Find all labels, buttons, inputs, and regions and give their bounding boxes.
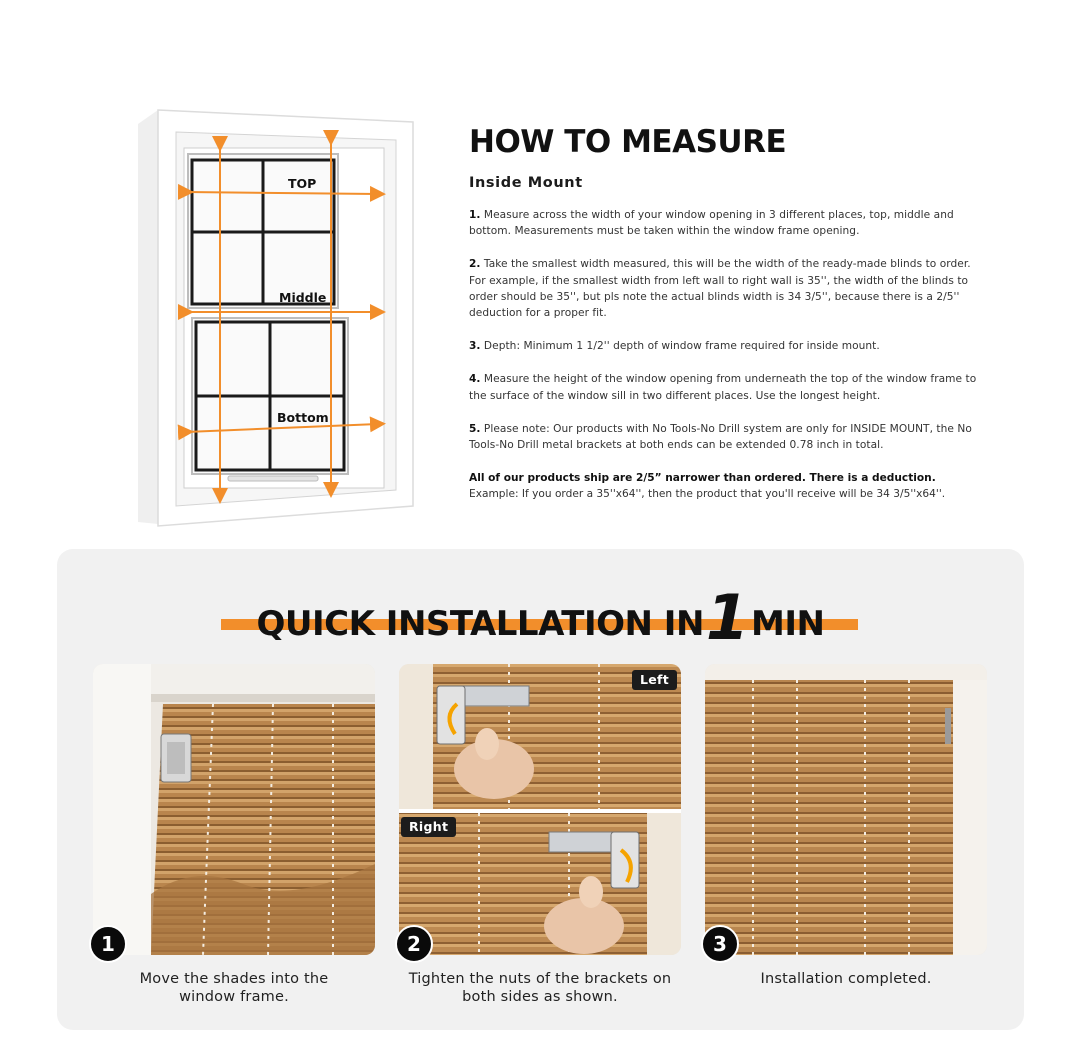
deduction-notice-bold: All of our products ship are 2/5” narrower than ordered. There is a deduction. <box>469 472 936 485</box>
label-middle: Middle <box>279 290 327 305</box>
step-number: 2. <box>469 258 481 271</box>
step-text: Measure across the width of your window opening in 3 different places, top, middle and bottom. Measurements must be taken within the window frame opening. <box>469 209 954 238</box>
measure-steps <box>469 207 989 453</box>
install-step-1-image <box>93 664 375 955</box>
step-2-caption <box>399 970 681 1006</box>
step-text: Take the smallest width measured, this will be the width of the ready-made blinds to order. For example, if the smallest width from left wall to right wall is 35'', the width of the blinds to order should be 35'', but pls note the actual blinds width is 34 3/5'', because there is a 2/5'' deduction for a proper fit. <box>469 258 971 320</box>
deduction-example: Example: If you order a 35''x64'', then the product that you'll receive will be 34 3/5''x64''. <box>469 488 946 501</box>
measure-step <box>469 371 989 403</box>
window-measure-diagram <box>128 104 428 534</box>
caption-line: Tighten the nuts of the brackets on <box>408 971 672 987</box>
caption-line: Installation completed. <box>760 971 932 987</box>
measure-step <box>469 256 989 321</box>
heading-number: 1 <box>705 581 748 654</box>
step-number-badge-2: 2 <box>395 925 433 963</box>
install-step-3-image <box>705 664 987 955</box>
measure-subtitle: Inside Mount <box>469 175 583 191</box>
heading-text <box>57 581 1024 654</box>
step-number-badge-1: 1 <box>89 925 127 963</box>
how-to-measure-section <box>469 124 989 503</box>
window-illustration <box>128 104 428 534</box>
label-bottom: Bottom <box>277 410 329 425</box>
step-1-caption <box>93 970 375 1006</box>
tag-right: Right <box>401 817 456 837</box>
deduction-notice <box>469 470 989 502</box>
caption-line: both sides as shown. <box>462 989 618 1005</box>
measure-step <box>469 421 989 453</box>
step-3-caption <box>705 970 987 988</box>
install-step-2-image <box>399 664 681 955</box>
heading-pre: QUICK INSTALLATION IN <box>256 604 704 644</box>
tag-left: Left <box>632 670 677 690</box>
label-top: TOP <box>288 176 317 191</box>
caption-line: window frame. <box>179 989 289 1005</box>
step-text: Depth: Minimum 1 1/2'' depth of window frame required for inside mount. <box>483 340 880 353</box>
measure-title: HOW TO MEASURE <box>469 124 787 160</box>
step-number: 1. <box>469 209 481 221</box>
step-number: 4. <box>469 373 481 386</box>
quick-installation-heading <box>57 569 1024 654</box>
step-number: 3. <box>469 340 481 353</box>
step-text: Measure the height of the window opening from underneath the top of the window frame to the surface of the window sill in two different places. Use the longest height. <box>469 373 977 402</box>
step-number-badge-3: 3 <box>701 925 739 963</box>
caption-line: Move the shades into the <box>139 971 329 987</box>
measure-step <box>469 338 989 354</box>
step-text: Please note: Our products with No Tools-No Drill system are only for INSIDE MOUNT, the No Tools-No Drill metal brackets at both ends can be extended 0.78 inch in total. <box>469 422 972 452</box>
heading-post: MIN <box>751 604 825 644</box>
step-number: 5. <box>469 422 481 435</box>
measure-step <box>469 207 989 239</box>
quick-installation-panel <box>57 549 1024 1030</box>
